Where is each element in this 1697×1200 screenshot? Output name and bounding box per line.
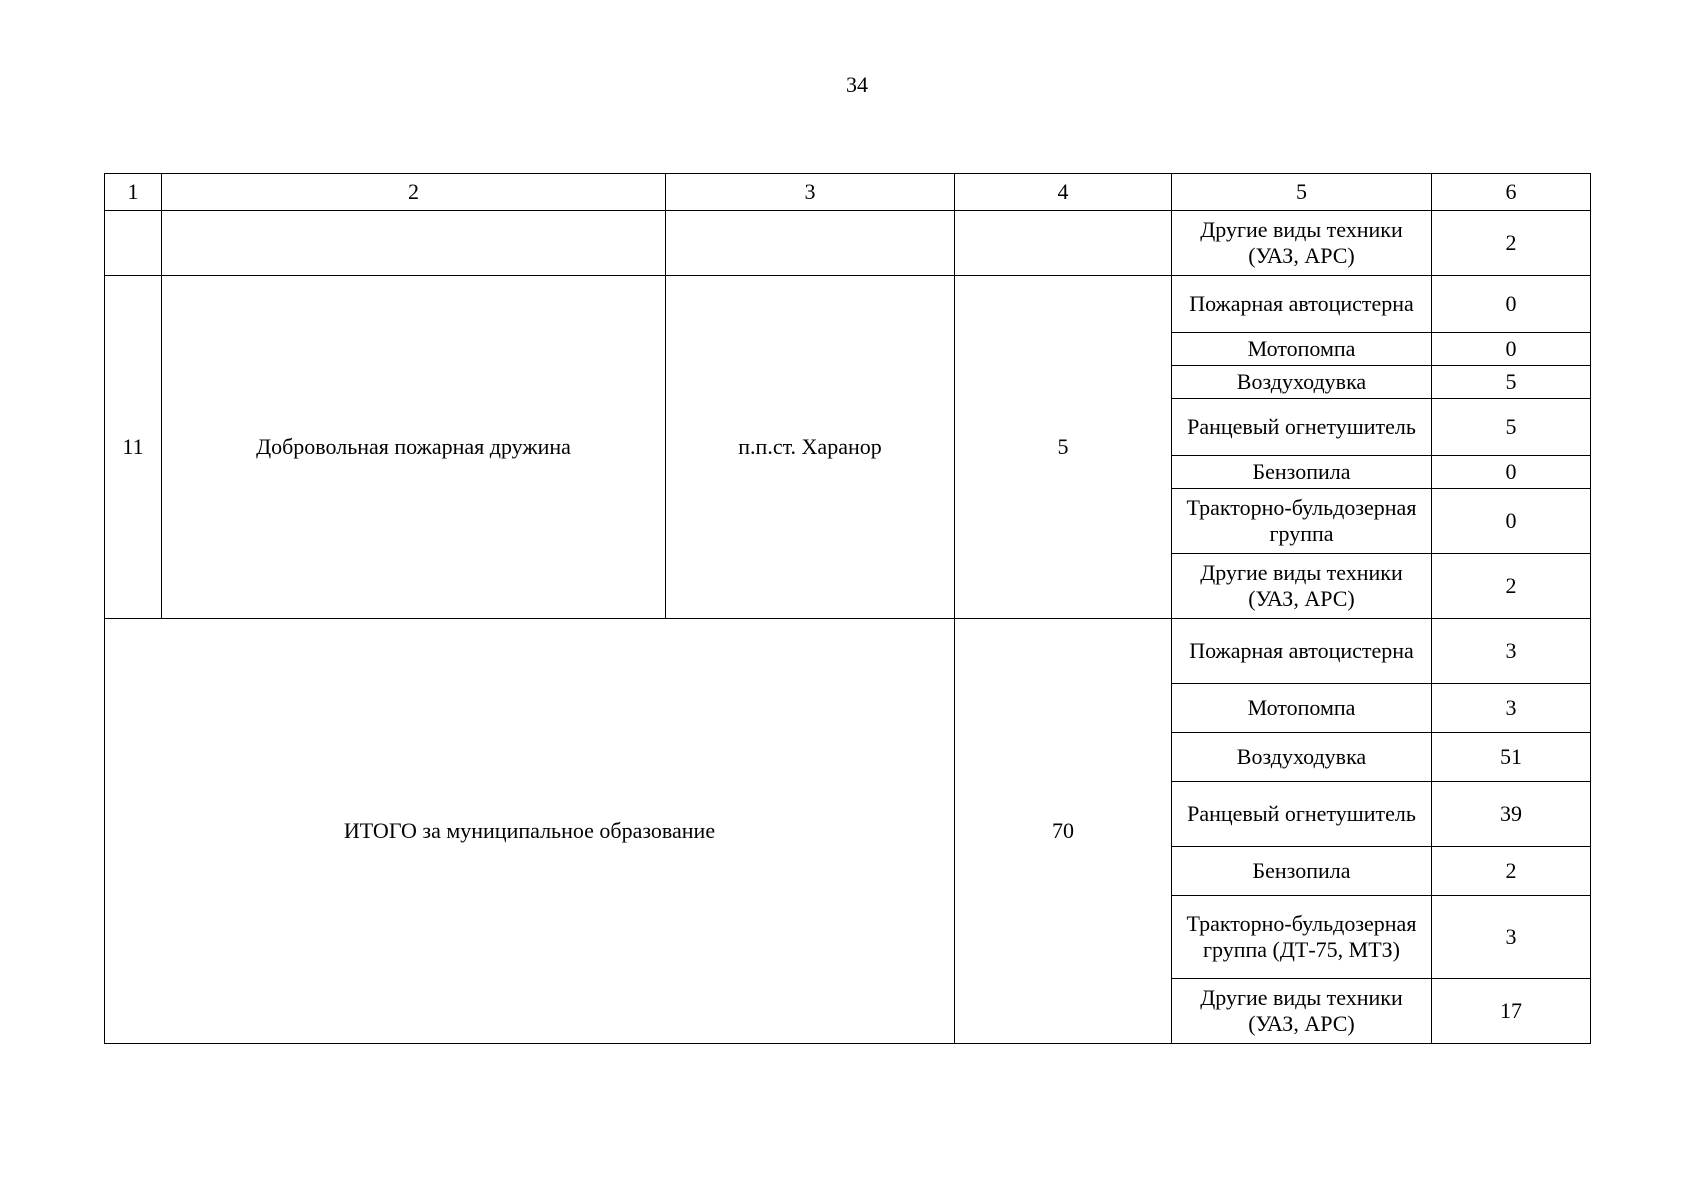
header-cell-5: 5	[1172, 174, 1432, 211]
equipment-table	[104, 173, 1591, 1044]
total-equipment-type: Мотопомпа	[1172, 684, 1432, 733]
continuation-equipment-type: Другие виды техники (УАЗ, АРС)	[1172, 211, 1432, 276]
group11-equipment-count: 0	[1432, 333, 1591, 366]
page-number: 34	[846, 72, 868, 97]
group11-equipment-count: 5	[1432, 399, 1591, 456]
group11-location: п.п.ст. Харанор	[666, 276, 955, 619]
header-cell-2: 2	[162, 174, 666, 211]
total-row	[105, 619, 1591, 684]
continuation-name-cell	[162, 211, 666, 276]
group11-equipment-type: Пожарная автоцистерна	[1172, 276, 1432, 333]
group11-equipment-count: 0	[1432, 456, 1591, 489]
total-equipment-type: Другие виды техники (УАЗ, АРС)	[1172, 979, 1432, 1044]
header-cell-1: 1	[105, 174, 162, 211]
group11-equipment-count: 5	[1432, 366, 1591, 399]
total-equipment-count: 2	[1432, 847, 1591, 896]
continuation-location-cell	[666, 211, 955, 276]
group11-equipment-count: 0	[1432, 276, 1591, 333]
header-cell-3: 3	[666, 174, 955, 211]
group11-name: Добровольная пожарная дружина	[162, 276, 666, 619]
group11-row	[105, 276, 1591, 333]
header-row	[105, 174, 1591, 211]
total-equipment-count: 39	[1432, 782, 1591, 847]
total-equipment-count: 51	[1432, 733, 1591, 782]
group11-equipment-type: Мотопомпа	[1172, 333, 1432, 366]
total-equipment-type: Ранцевый огнетушитель	[1172, 782, 1432, 847]
header-cell-6: 6	[1432, 174, 1591, 211]
total-equipment-count: 17	[1432, 979, 1591, 1044]
group11-equipment-type: Ранцевый огнетушитель	[1172, 399, 1432, 456]
total-equipment-count: 3	[1432, 619, 1591, 684]
total-equipment-type: Бензопила	[1172, 847, 1432, 896]
total-equipment-type: Воздуходувка	[1172, 733, 1432, 782]
continuation-row	[105, 211, 1591, 276]
total-equipment-type: Тракторно-бульдозерная группа (ДТ-75, МТЗ)	[1172, 896, 1432, 979]
group11-personnel: 5	[955, 276, 1172, 619]
group11-equipment-count: 2	[1432, 554, 1591, 619]
group11-number: 11	[105, 276, 162, 619]
group11-equipment-type: Тракторно-бульдозерная группа	[1172, 489, 1432, 554]
total-personnel: 70	[955, 619, 1172, 1044]
continuation-number-cell	[105, 211, 162, 276]
total-equipment-count: 3	[1432, 896, 1591, 979]
group11-equipment-count: 0	[1432, 489, 1591, 554]
continuation-equipment-count: 2	[1432, 211, 1591, 276]
header-cell-4: 4	[955, 174, 1172, 211]
group11-equipment-type: Бензопила	[1172, 456, 1432, 489]
group11-equipment-type: Воздуходувка	[1172, 366, 1432, 399]
continuation-personnel-cell	[955, 211, 1172, 276]
total-equipment-type: Пожарная автоцистерна	[1172, 619, 1432, 684]
total-label: ИТОГО за муниципальное образование	[105, 619, 955, 1044]
total-equipment-count: 3	[1432, 684, 1591, 733]
group11-equipment-type: Другие виды техники (УАЗ, АРС)	[1172, 554, 1432, 619]
